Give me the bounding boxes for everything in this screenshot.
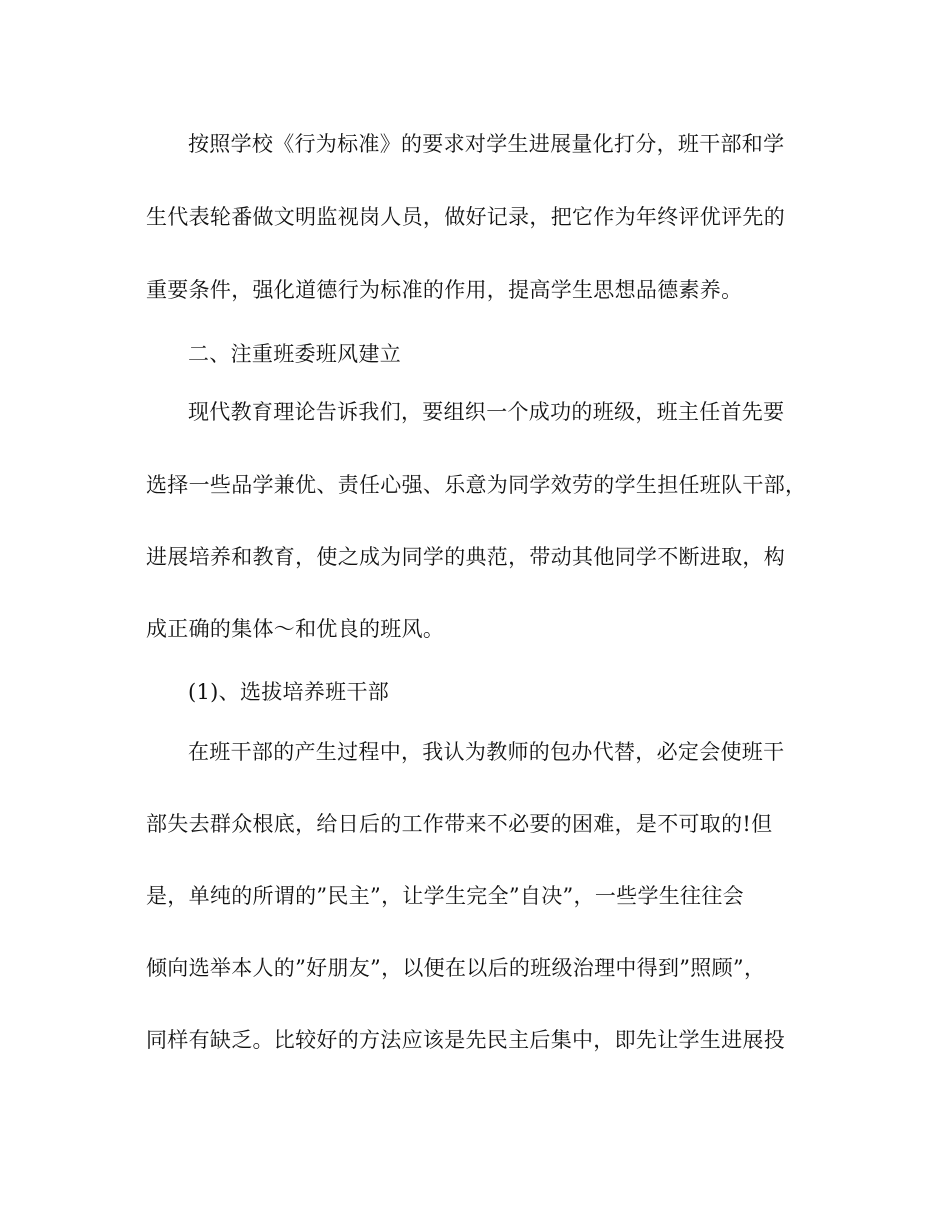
text-line: 在班干部的产生过程中，我认为教师的包办代替，必定会使班干 xyxy=(188,740,785,764)
text-line: 重要条件，强化道德行为标准的作用，提高学生思想品德素养。 xyxy=(146,278,743,302)
subsection-heading: (1)、选拔培养班干部 xyxy=(188,680,390,704)
text-line: 进展培养和教育，使之成为同学的典范，带动其他同学不断进取，构 xyxy=(146,545,785,569)
text-line: 成正确的集体～和优良的班风。 xyxy=(146,617,445,641)
text-line: 按照学校《行为标准》的要求对学生进展量化打分，班干部和学 xyxy=(188,132,785,156)
text-line: 现代教育理论告诉我们，要组织一个成功的班级，班主任首先要 xyxy=(188,400,785,424)
section-heading: 二、注重班委班风建立 xyxy=(188,342,401,366)
text-line: 是，单纯的所谓的”民主”，让学生完全”自决”，一些学生往往会 xyxy=(146,884,744,908)
text-line: 部失去群众根底，给日后的工作带来不必要的困难，是不可取的!但 xyxy=(146,812,773,836)
text-line: 选择一些品学兼优、责任心强、乐意为同学效劳的学生担任班队干部， xyxy=(146,473,807,497)
text-line: 倾向选举本人的”好朋友”，以便在以后的班级治理中得到”照顾”， xyxy=(146,956,766,980)
text-line: 生代表轮番做文明监视岗人员，做好记录，把它作为年终评优评先的 xyxy=(146,205,785,229)
text-line: 同样有缺乏。比较好的方法应该是先民主后集中，即先让学生进展投 xyxy=(146,1028,785,1052)
